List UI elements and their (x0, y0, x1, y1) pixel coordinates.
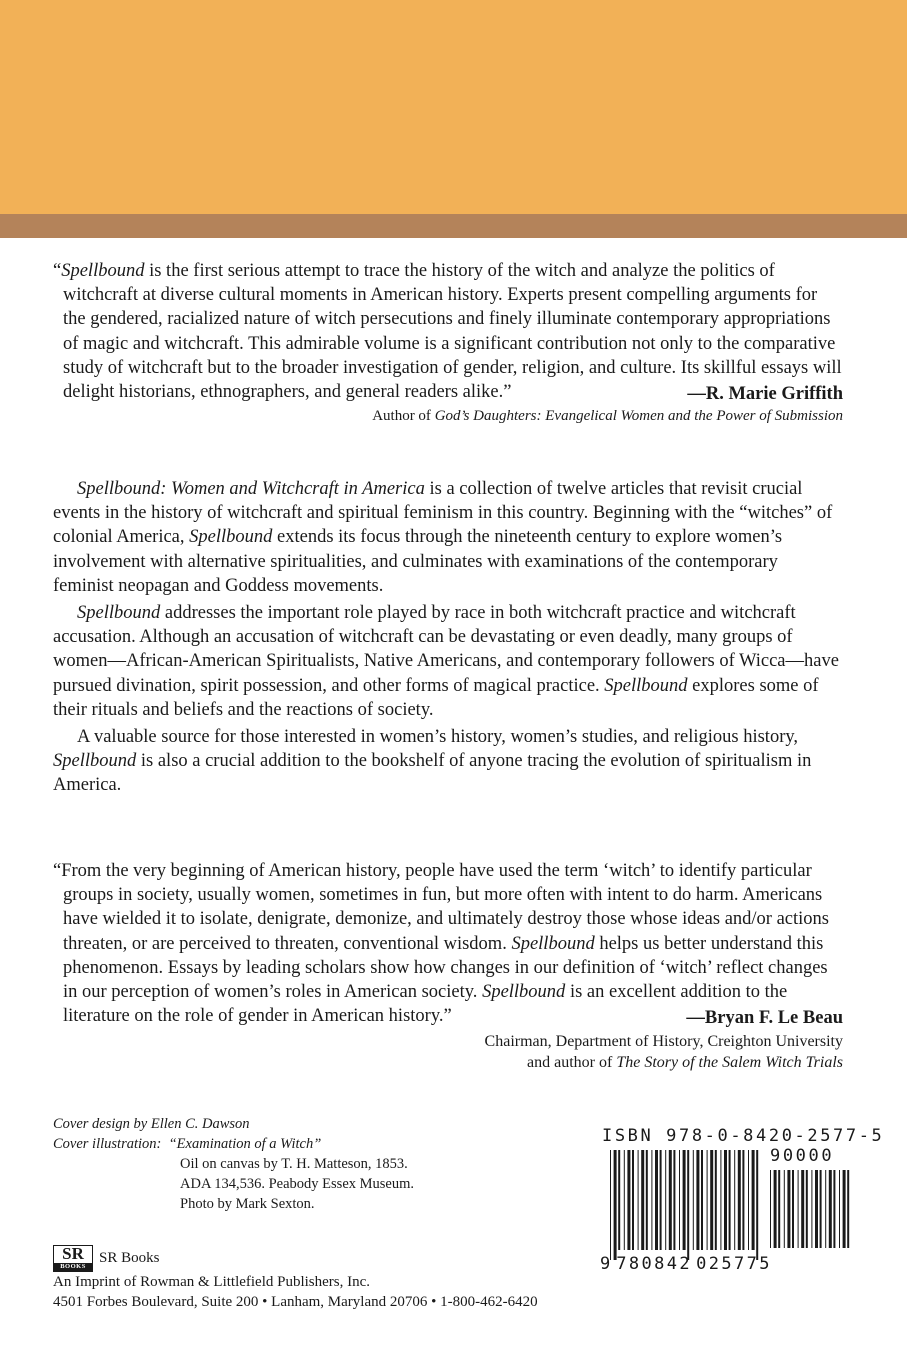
barcode-bar (756, 1150, 758, 1260)
barcode-bar (724, 1150, 727, 1250)
barcode-bar (729, 1150, 731, 1250)
cover-stripe (0, 214, 907, 238)
barcode-addon-bars-icon (770, 1170, 852, 1258)
illustration-credit: Cover illustration: “Examination of a Witch” (53, 1136, 322, 1152)
barcode-bar (748, 1150, 749, 1250)
publisher-info (53, 1245, 538, 1312)
barcode-bar (655, 1150, 658, 1250)
design-credit: Cover design by Ellen C. Dawson (53, 1116, 250, 1132)
barcode-bar (618, 1150, 620, 1250)
barcode-bar (843, 1170, 846, 1248)
barcode-bar (784, 1170, 785, 1248)
barcode-bar (839, 1170, 840, 1248)
barcode-bar (638, 1150, 639, 1250)
endorsement-lebeau (53, 859, 843, 1073)
barcode-bar (833, 1170, 835, 1248)
publisher-name: SR Books (99, 1249, 160, 1266)
barcode-bar (720, 1150, 721, 1250)
barcode-bar (738, 1150, 741, 1250)
barcode-bar (624, 1150, 625, 1250)
barcode-bar (820, 1170, 822, 1248)
barcode-bar (811, 1170, 812, 1248)
barcode-bar (701, 1150, 703, 1250)
barcode-bar (641, 1150, 644, 1250)
barcode-bar (752, 1150, 755, 1250)
barcode-bar (669, 1150, 672, 1250)
illustration-detail: Oil on canvas by T. H. Matteson, 1853. (180, 1156, 408, 1172)
barcode-bar (715, 1150, 717, 1250)
barcode-digits: 9 780842 025775 (600, 1254, 772, 1274)
isbn-number: ISBN 978-0-8420-2577-5 (602, 1126, 885, 1146)
barcode-bar (707, 1150, 708, 1250)
illustration-detail: Photo by Mark Sexton. (180, 1196, 315, 1212)
endorser-name: —Bryan F. Le Beau (686, 1008, 843, 1029)
barcode-bar (847, 1170, 849, 1248)
description-paragraph: A valuable source for those interested in women’s history, women’s studies, and religious history, Spellbound is also a crucial addition to the bookshelf of anyone tracing the evolution of spiritualism in America. (53, 727, 812, 796)
endorsement-text: “From the very beginning of American history, people have used the term ‘witch’ to identify particular groups in society, usually women, sometimes in fun, but more often with intent to do harm. Americans have wielded it to isolate, denigrate, demonize, and ultimately destroy those whose ideas and/or actions threaten, or are perceived to threaten, conventional wisdom. Spellbound helps us better understand this phenomenon. Essays by leading scholars show how changes in our definition of ‘witch’ reflect changes in our perception of women’s roles in American society. Spellbound is an excellent addition to the literature on the role of gender in American history.” (53, 861, 829, 1027)
endorser-credential: and author of The Story of the Salem Witch Trials (527, 1053, 843, 1071)
isbn-barcode (600, 1126, 885, 1276)
barcode-bar (774, 1170, 777, 1248)
barcode-bar (632, 1150, 634, 1250)
barcode-bar (770, 1170, 771, 1248)
endorser-credential: Chairman, Department of History, Creighton University (484, 1032, 843, 1050)
barcode-bar (734, 1150, 735, 1250)
barcode-bar (798, 1170, 799, 1248)
endorsement-griffith (53, 259, 843, 426)
barcode-bar (646, 1150, 648, 1250)
barcode-addon-digits: 90000 (770, 1146, 835, 1166)
barcode-bar (815, 1170, 818, 1248)
barcode-bar (825, 1170, 826, 1248)
barcode-bar (742, 1150, 744, 1250)
barcode-bar (829, 1170, 832, 1248)
barcode-bar (792, 1170, 794, 1248)
publisher-imprint: An Imprint of Rowman & Littlefield Publishers, Inc. (53, 1274, 371, 1290)
barcode-bar (614, 1150, 617, 1260)
barcode-bar (679, 1150, 680, 1250)
barcode-bar (787, 1170, 790, 1248)
sr-books-logo-icon: SR BOOKS (53, 1245, 93, 1272)
barcode-bar (693, 1150, 694, 1250)
barcode-bar (610, 1150, 611, 1260)
barcode-bar (627, 1150, 630, 1250)
barcode-bar (651, 1150, 652, 1250)
book-description (53, 477, 843, 801)
barcode-bar (683, 1150, 686, 1250)
cover-credits (53, 1114, 414, 1214)
barcode-bar (673, 1150, 675, 1250)
barcode-bars-icon (610, 1150, 762, 1260)
publisher-address: 4501 Forbes Boulevard, Suite 200 • Lanham, Maryland 20706 • 1-800-462-6420 (53, 1294, 538, 1310)
barcode-bar (660, 1150, 662, 1250)
description-paragraph: Spellbound: Women and Witchcraft in America is a collection of twelve articles that revisit crucial events in the history of witchcraft and spiritual feminism in this country. Beginning with the “witches” of colonial America, Spellbound extends its focus through the nineteenth century to explore women’s involvement with alternative spiritualities, and culminates with examinations of the contemporary feminist neopagan and Goddess movements. (53, 479, 833, 596)
barcode-bar (806, 1170, 808, 1248)
barcode-bar (710, 1150, 713, 1250)
barcode-bar (696, 1150, 699, 1250)
endorser-credential: Author of God’s Daughters: Evangelical Women and the Power of Submission (372, 408, 843, 425)
endorsement-text: “Spellbound is the first serious attempt to trace the history of the witch and analyze the politics of witchcraft at diverse cultural moments in American history. Experts present compelling arguments for the gendered, racialized nature of witch persecutions and finely illuminate contemporary appropriations of magic and witchcraft. This admirable volume is a significant contribution not only to the comparative study of witchcraft but to the broader investigation of gender, religion, and culture. Its skillful essays will delight historians, ethnographers, and general readers alike.” (53, 261, 842, 403)
endorser-name: —R. Marie Griffith (687, 384, 843, 405)
barcode-bar (801, 1170, 804, 1248)
publisher-name-row (53, 1245, 538, 1272)
cover-top-band (0, 0, 907, 214)
barcode-bar (665, 1150, 666, 1250)
barcode-bar (687, 1150, 689, 1260)
illustration-detail: ADA 134,536. Peabody Essex Museum. (180, 1176, 415, 1192)
barcode-bar (778, 1170, 780, 1248)
description-paragraph: Spellbound addresses the important role played by race in both witchcraft practice and witchcraft accusation. Although an accusation of witchcraft can be devastating or even deadly, many groups of women—African-American Spiritualists, Native Americans, and contemporary followers of Wicca—have pursued divination, spirit possession, and other forms of magical practice. Spellbound explores some of their rituals and beliefs and the reactions of society. (53, 603, 839, 720)
